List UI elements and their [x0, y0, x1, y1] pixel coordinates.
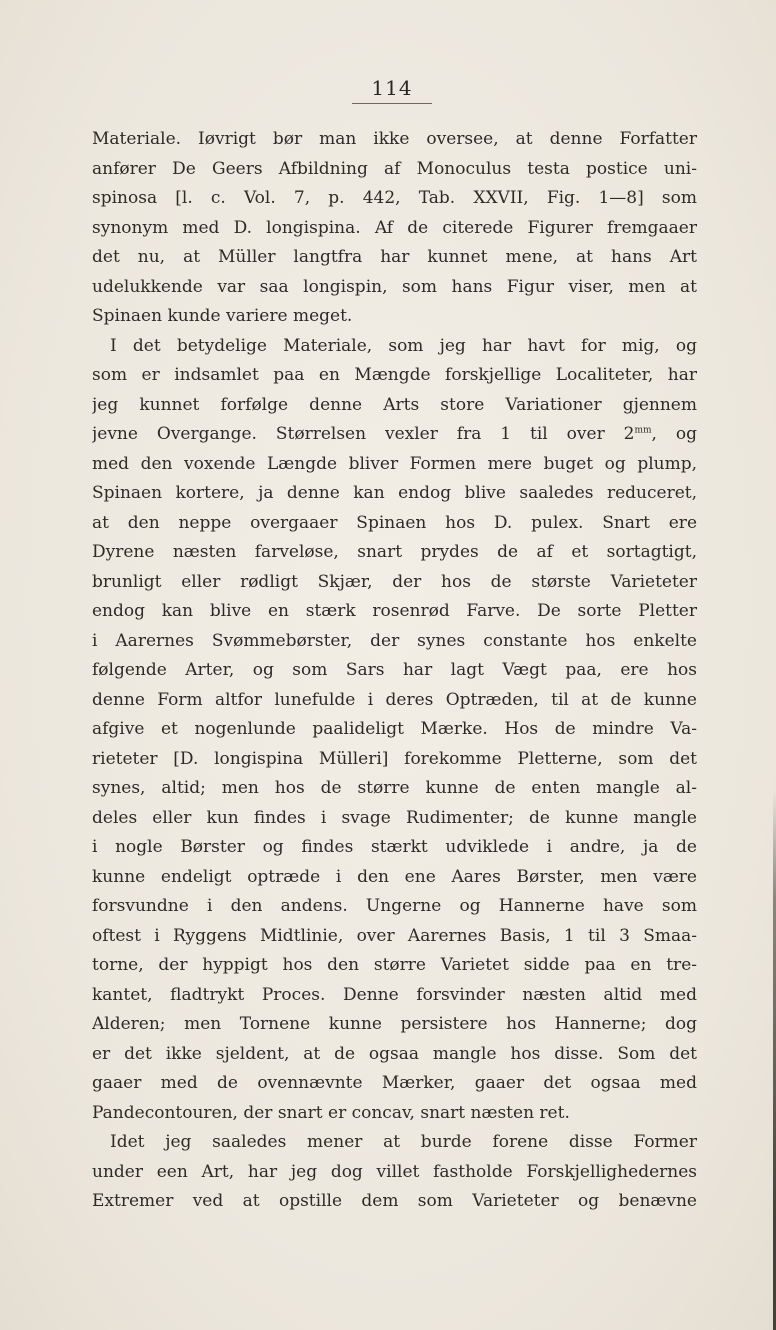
- text-segment: jevne Overgange. Størrelsen vexler fra 1 til over 2: [92, 424, 635, 444]
- text-line: udelukkende var saa longispin, som hans Figur viser, men at: [92, 276, 697, 297]
- text-line: denne Form altfor lunefulde i deres Optræden, til at de kunne: [92, 689, 697, 710]
- body-text: [92, 125, 697, 1217]
- text-line: oftest i Ryggens Midtlinie, over Aarernes Basis, 1 til 3 Smaa-: [92, 925, 697, 946]
- text-line: Pandecontouren, der snart er concav, snart næsten ret.: [92, 1102, 570, 1123]
- text-line: under een Art, har jeg dog villet fastholde Forskjellighedernes: [92, 1161, 697, 1182]
- text-line: at den neppe overgaaer Spinaen hos D. pulex. Snart ere: [92, 512, 697, 533]
- text-line: rieteter [D. longispina Mülleri] forekomme Pletterne, som det: [92, 748, 697, 769]
- text-line: jeg kunnet forfølge denne Arts store Variationer gjennem: [92, 394, 697, 415]
- text-line: Spinaen kortere, ja denne kan endog blive saaledes reduceret,: [92, 483, 697, 503]
- text-line: Extremer ved at opstille dem som Varieteter og benævne: [92, 1191, 697, 1211]
- text-line: med den voxende Længde bliver Formen mere buget og plump,: [92, 453, 697, 474]
- text-line: Dyrene næsten farveløse, snart prydes de af et sortagtigt,: [92, 542, 697, 562]
- text-line: deles eller kun findes i svage Rudimenter; de kunne mangle: [92, 807, 697, 828]
- text-line: afgive et nogenlunde paalideligt Mærke. Hos de mindre Va-: [92, 719, 697, 739]
- text-line: Materiale. Iøvrigt bør man ikke oversee, at denne Forfatter: [92, 129, 697, 149]
- text-line: er det ikke sjeldent, at de ogsaa mangle hos disse. Som det: [92, 1043, 697, 1064]
- text-line: følgende Arter, og som Sars har lagt Vægt paa, ere hos: [92, 660, 697, 680]
- text-line: det nu, at Müller langtfra har kunnet mene, at hans Art: [92, 247, 697, 267]
- text-line: synonym med D. longispina. Af de citerede Figurer fremgaaer: [92, 217, 697, 238]
- text-line: Spinaen kunde variere meget.: [92, 306, 353, 326]
- text-line: i nogle Børster og findes stærkt udviklede i andre, ja de: [92, 837, 697, 857]
- text-line: Alderen; men Tornene kunne persistere hos Hannerne; dog: [92, 1014, 697, 1034]
- text-line: synes, altid; men hos de større kunne de enten mangle al-: [92, 778, 697, 798]
- text-line: kantet, fladtrykt Proces. Denne forsvinder næsten altid med: [92, 984, 697, 1005]
- text-line: endog kan blive en stærk rosenrød Farve. De sorte Pletter: [92, 601, 697, 621]
- unit-superscript: mm: [634, 425, 652, 436]
- page-number: 114: [352, 76, 432, 104]
- text-segment: , og: [651, 424, 697, 444]
- paragraph-start-line: Idet jeg saaledes mener at burde forene disse Former: [110, 1132, 697, 1152]
- text-line: gaaer med de ovennævnte Mærker, gaaer det ogsaa med: [92, 1073, 697, 1093]
- text-line: i Aarernes Svømmebørster, der synes constante hos enkelte: [92, 630, 697, 651]
- text-line: spinosa [l. c. Vol. 7, p. 442, Tab. XXVII, Fig. 1—8] som: [92, 188, 697, 208]
- text-line-with-superscript: [92, 420, 697, 450]
- text-line: brunligt eller rødligt Skjær, der hos de største Varieteter: [92, 571, 697, 592]
- text-line: forsvundne i den andens. Ungerne og Hannerne have som: [92, 896, 697, 916]
- text-line: torne, der hyppigt hos den større Varietet sidde paa en tre-: [92, 955, 697, 975]
- text-line: kunne endeligt optræde i den ene Aares Børster, men være: [92, 866, 697, 887]
- paragraph-start-line: I det betydelige Materiale, som jeg har havt for mig, og: [110, 335, 697, 356]
- text-line: anfører De Geers Afbildning af Monoculus testa postice uni-: [92, 158, 697, 179]
- text-line: som er indsamlet paa en Mængde forskjellige Localiteter, har: [92, 365, 697, 385]
